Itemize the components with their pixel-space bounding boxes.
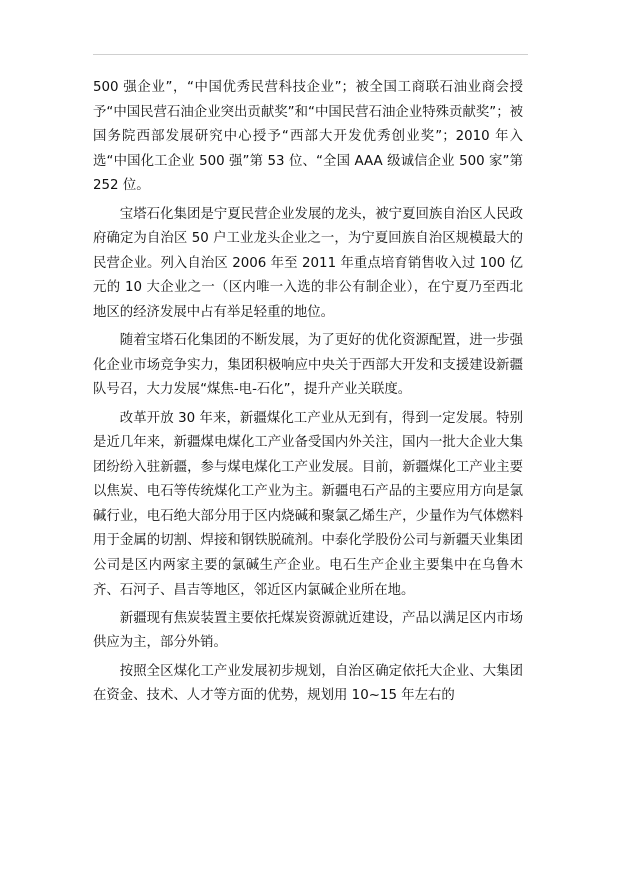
paragraph-group-development: 随着宝塔石化集团的不断发展，为了更好的优化资源配置，进一步强化企业市场竞争实力，集团积极响应中央关于西部大开发和支援建设新疆队号召，大力发展“煤焦-电-石化”，提升产业关联度。 <box>93 333 523 398</box>
paragraph-honors-continued: 500 强企业”，“中国优秀民营科技企业”；被全国工商联石油业商会授予“中国民营石油企业突出贡献奖”和“中国民营石油企业特殊贡献奖”；被国务院西部发展研究中心授予“西部大开发优秀创业奖”；2010 年入选“中国化工企业 500 强”第 53 位、“全国 AAA 级诚信企业 500 家”第 252 位。 <box>93 80 523 194</box>
document-body <box>93 76 523 709</box>
paragraph-xinjiang-coal-chemical: 改革开放 30 年来，新疆煤化工产业从无到有，得到一定发展。特别是近几年来，新疆煤电煤化工产业备受国内外关注，国内一批大企业大集团纷纷入驻新疆，参与煤电煤化工产业发展。目前，新疆煤化工产业主要以焦炭、电石等传统煤化工产业为主。新疆电石产品的主要应用方向是氯碱行业，电石绝大部分用于区内烧碱和聚氯乙烯生产，少量作为气体燃料用于金属的切割、焊接和钢铁脱硫剂。中泰化学股份公司与新疆天业集团公司是区内两家主要的氯碱生产企业。电石生产企业主要集中在乌鲁木齐、石河子、昌吉等地区，邻近区内氯碱企业所在地。 <box>93 410 523 598</box>
header-divider <box>93 54 528 55</box>
paragraph-coke-facilities: 新疆现有焦炭装置主要依托煤炭资源就近建设，产品以满足区内市场供应为主，部分外销。 <box>93 610 523 651</box>
paragraph-development-plan: 按照全区煤化工产业发展初步规划，自治区确定依托大企业、大集团在资金、技术、人才等方面的优势，规划用 10~15 年左右的 <box>93 663 523 704</box>
paragraph-baota-leading-enterprise: 宝塔石化集团是宁夏民营企业发展的龙头，被宁夏回族自治区人民政府确定为自治区 50 户工业龙头企业之一，为宁夏回族自治区规模最大的民营企业。列入自治区 2006 年至 2011 年重点培育销售收入过 100 亿元的 10 大企业之一（区内唯一入选的非公有制企业），在宁夏乃至西北地区的经济发展中占有举足轻重的地位。 <box>93 206 523 320</box>
